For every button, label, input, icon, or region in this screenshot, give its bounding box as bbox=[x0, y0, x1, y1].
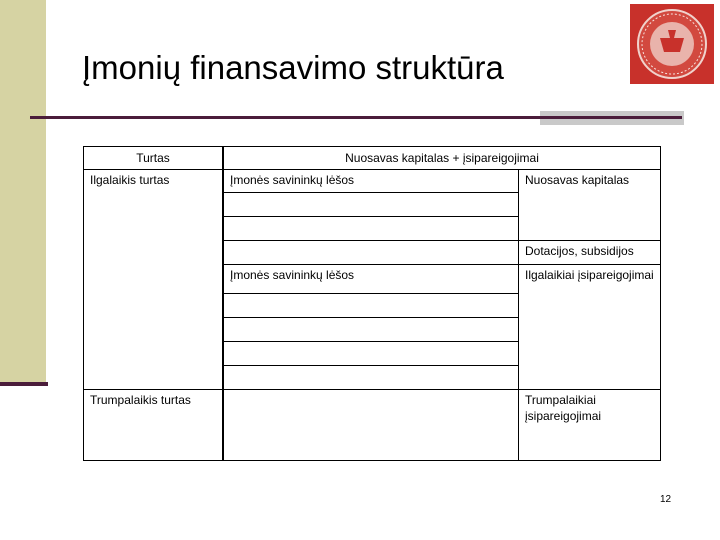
left-accent-bar bbox=[0, 0, 46, 384]
cell-owners-funds-2: Įmonės savininkų lėšos bbox=[223, 264, 519, 294]
left-accent-line bbox=[0, 382, 48, 386]
empty-cell bbox=[223, 389, 519, 461]
cell-short-term-assets: Trumpalaikis turtas bbox=[83, 389, 223, 461]
university-logo bbox=[630, 4, 714, 84]
header-assets: Turtas bbox=[83, 146, 223, 170]
page-number: 12 bbox=[660, 494, 672, 505]
title-rule bbox=[30, 116, 682, 119]
header-equity-liabilities: Nuosavas kapitalas + įsipareigojimai bbox=[223, 146, 661, 170]
empty-cell bbox=[223, 240, 519, 265]
empty-cell bbox=[223, 293, 519, 318]
empty-cell bbox=[223, 216, 519, 241]
empty-cell bbox=[223, 365, 519, 390]
cell-long-term-assets: Ilgalaikis turtas bbox=[83, 169, 223, 390]
cell-equity: Nuosavas kapitalas bbox=[518, 169, 661, 241]
empty-cell bbox=[223, 192, 519, 217]
cell-grants-subsidies: Dotacijos, subsidijos bbox=[518, 240, 661, 265]
cell-long-term-liabilities: Ilgalaikiai įsipareigojimai bbox=[518, 264, 661, 390]
slide-title: Įmonių finansavimo struktūra bbox=[82, 49, 504, 86]
cell-owners-funds-1: Įmonės savininkų lėšos bbox=[223, 169, 519, 193]
empty-cell bbox=[223, 317, 519, 342]
empty-cell bbox=[223, 341, 519, 366]
cell-short-term-liabilities: Trumpalaikiai įsipareigojimai bbox=[518, 389, 661, 461]
